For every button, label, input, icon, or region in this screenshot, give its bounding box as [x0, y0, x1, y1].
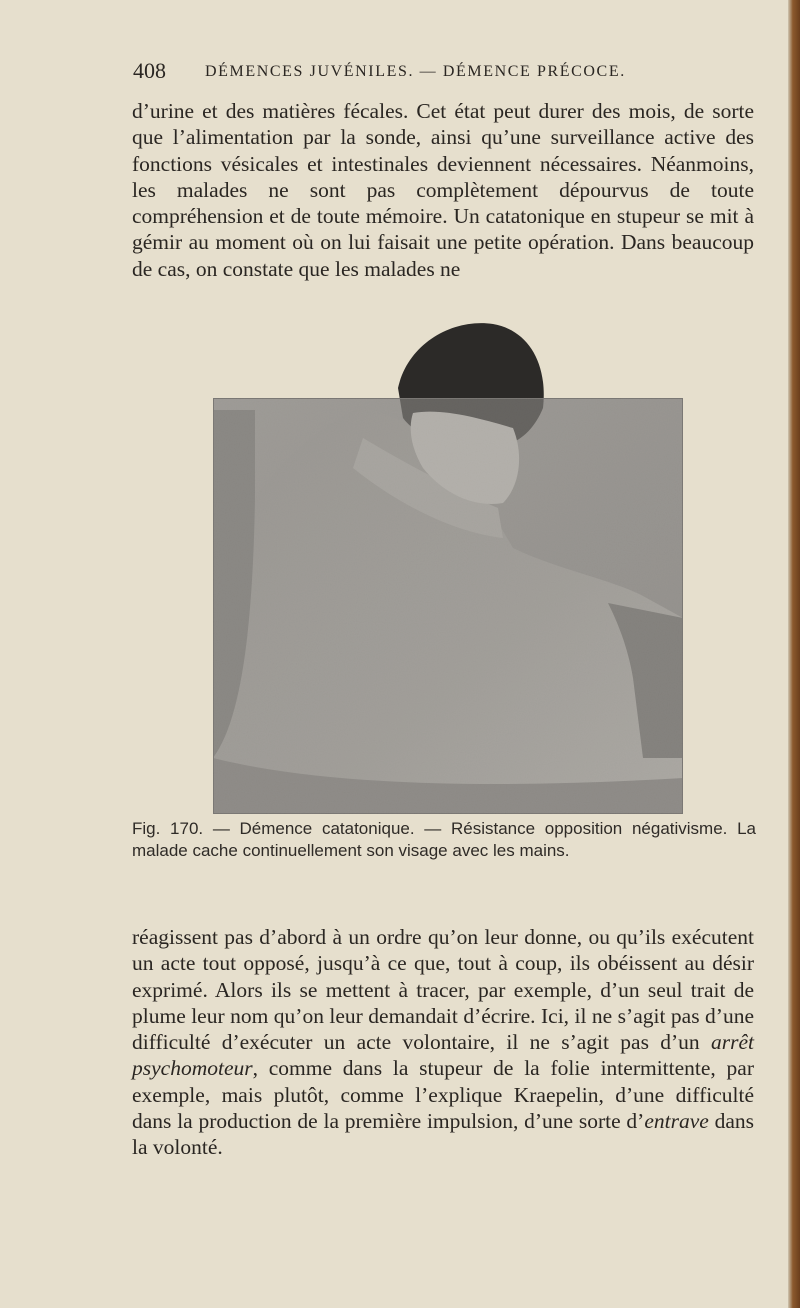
running-head: DÉMENCES JUVÉNILES. — DÉMENCE PRÉCOCE. — [205, 63, 626, 80]
figure-caption: Fig. 170. — Démence catatonique. — Résistance opposition négativisme. La malade cache continuellement son visage avec les mains. — [132, 819, 756, 860]
figure-photo — [213, 318, 683, 814]
italic-term-arret: arrêt psychomoteur — [132, 1030, 754, 1081]
page-edge — [788, 0, 800, 1308]
page-number: 408 — [133, 58, 166, 83]
italic-term-entrave: entrave — [644, 1109, 709, 1134]
paragraph-bottom-text-3: dans la volonté. — [132, 1109, 754, 1160]
paragraph-top: d’urine et des matières fécales. Cet état peut durer des mois, de sorte que l’alimentation par la sonde, ainsi qu’une surveillance active des fonctions vésicales et intestinales deviennent nécessaires. Néanmoins, les malades ne sont pas complètement dépourvus de toute compréhension et de toute mémoire. Un catatonique en stupeur se mit à gémir au moment où on lui faisait une petite opération. Dans beaucoup de cas, on constate que les malades ne — [132, 99, 754, 281]
paragraph-bottom-text-2: , comme dans la stupeur de la folie intermittente, par exemple, mais plutôt, comme l’explique Kraepelin, d’une difficulté dans la production de la première impulsion, d’une sorte d’ — [132, 1056, 754, 1134]
paragraph-bottom — [132, 924, 754, 1161]
paragraph-bottom-text-1: réagissent pas d’abord à un ordre qu’on leur donne, ou qu’ils exécutent un acte tout opposé, jusqu’à ce que, tout à coup, ils obéissent au désir exprimé. Alors ils se mettent à tracer, par exemple, d’un seul trait de plume leur nom qu’on leur demandait d’écrire. Ici, il ne s’agit pas d’une difficulté d’exécuter un acte volontaire, il ne s’agit pas d’un — [132, 925, 754, 1055]
page-header — [133, 58, 753, 88]
